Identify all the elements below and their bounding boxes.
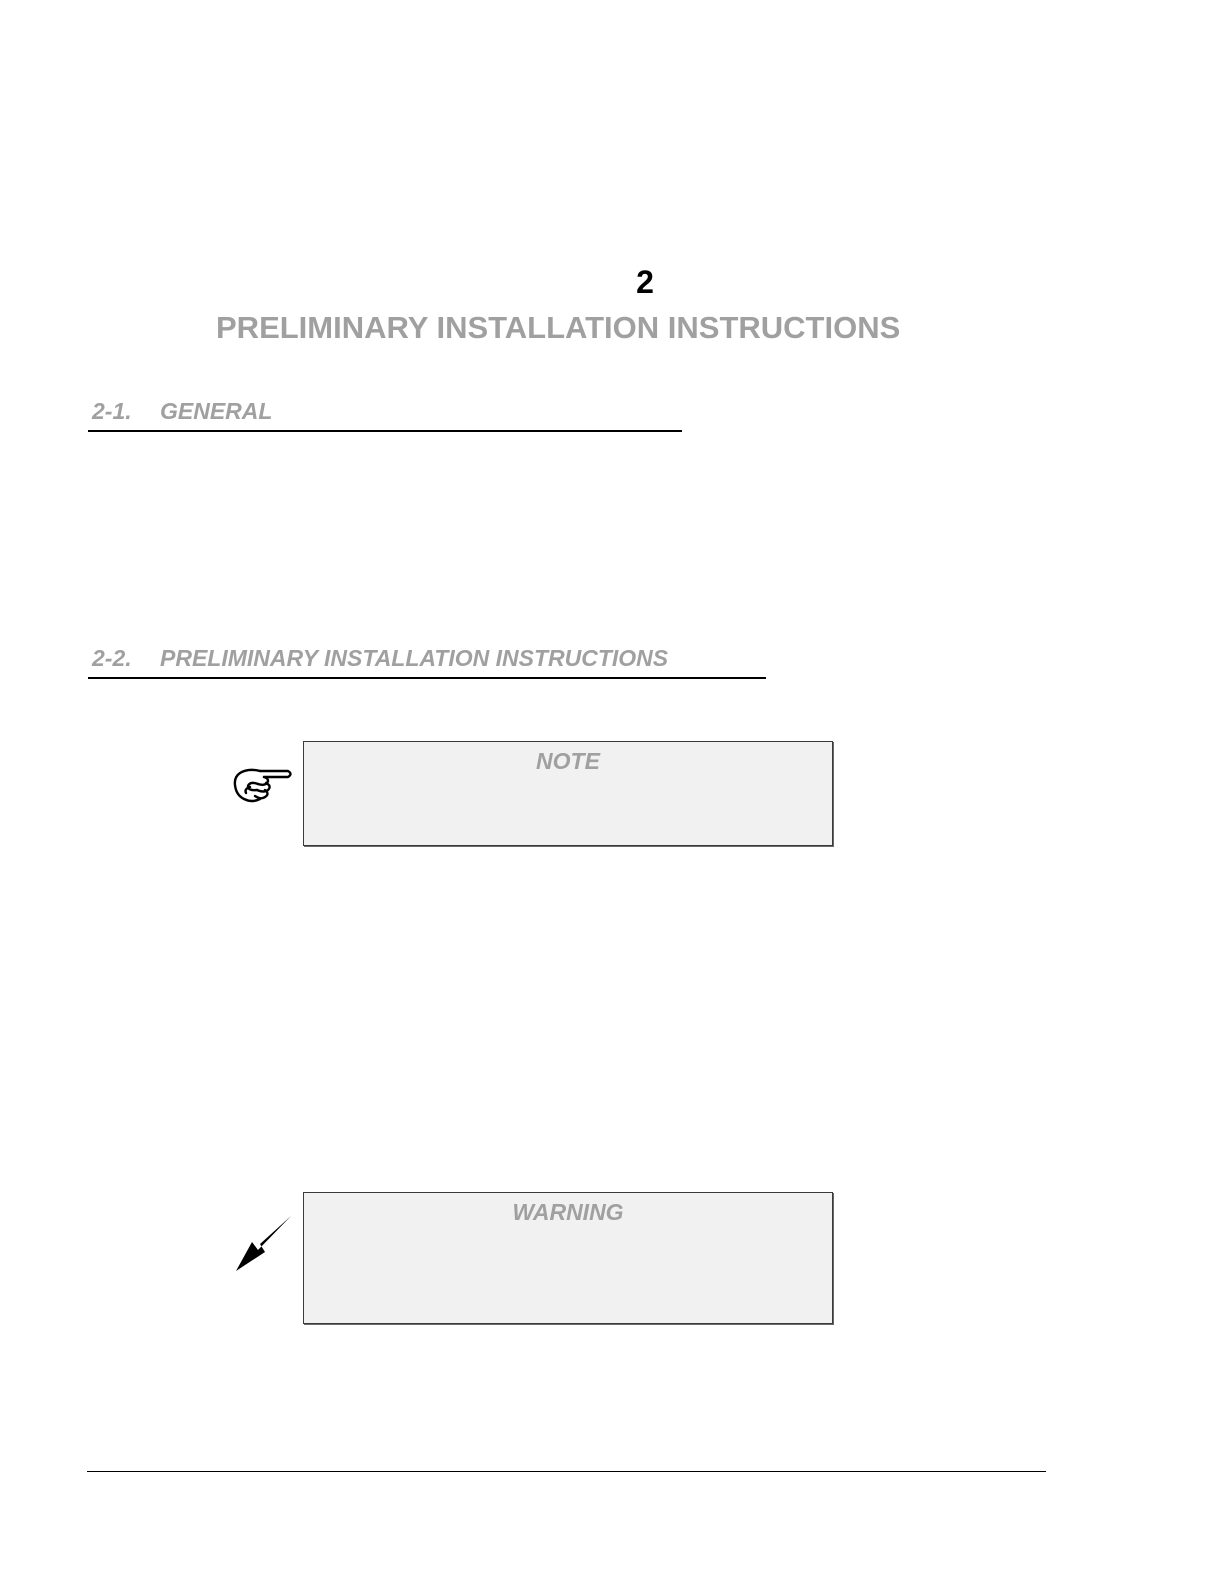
note-callout bbox=[303, 741, 833, 846]
section-title: GENERAL bbox=[160, 398, 273, 424]
warning-title: WARNING bbox=[512, 1199, 624, 1225]
note-title: NOTE bbox=[536, 748, 600, 774]
warning-callout bbox=[303, 1192, 833, 1324]
lightning-bolt-icon bbox=[234, 1214, 294, 1274]
chapter-number: 2 bbox=[636, 264, 654, 300]
section-title: PRELIMINARY INSTALLATION INSTRUCTIONS bbox=[160, 645, 669, 671]
section-heading-general bbox=[88, 396, 682, 432]
section-number: 2-1. bbox=[92, 398, 132, 424]
section-number: 2-2. bbox=[92, 645, 132, 671]
section-heading-preliminary-installation bbox=[88, 643, 766, 679]
footer-rule bbox=[87, 1471, 1046, 1472]
pointing-hand-icon bbox=[230, 763, 294, 805]
chapter-title: PRELIMINARY INSTALLATION INSTRUCTIONS bbox=[216, 310, 901, 345]
